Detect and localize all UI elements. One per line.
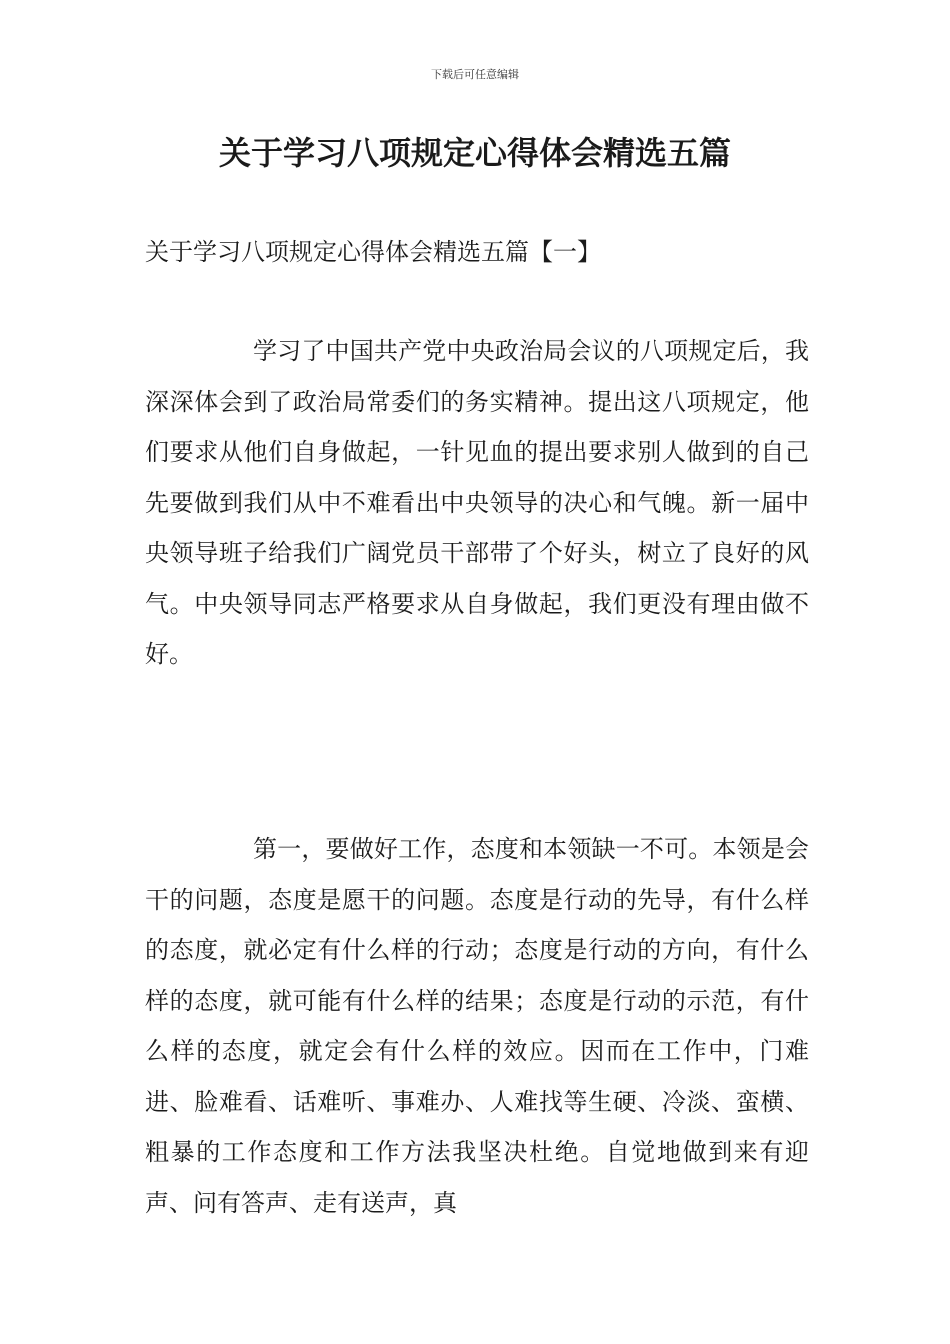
body-paragraph: 第一，要做好工作，态度和本领缺一不可。本领是会干的问题，态度是愿干的问题。态度是行动的先导，有什么样的态度，就必定有什么样的行动；态度是行动的方向，有什么样的态度，就可能有什么样的结果；态度是行动的示范，有什么样的态度，就定会有什么样的效应。因而在工作中，门难进、脸难看、话难听、事难办、人难找等生硬、冷淡、蛮横、粗暴的工作态度和工作方法我坚决杜绝。自觉地做到来有迎声、问有答声、走有送声，真 xyxy=(145,835,809,1217)
body-paragraph: 学习了中国共产党中央政治局会议的八项规定后，我深深体会到了政治局常委们的务实精神。提出这八项规定，他们要求从他们自身做起，一针见血的提出要求别人做到的自己先要做到我们从中不难看出中央领导的决心和气魄。新一届中央领导班子给我们广阔党员干部带了个好头，树立了良好的风气。中央领导同志严格要求从自身做起，我们更没有理由做不好。 xyxy=(145,337,809,668)
section-heading: 关于学习八项规定心得体会精选五篇【一】 xyxy=(145,238,601,266)
header-note: 下载后可任意编辑 xyxy=(431,68,519,81)
document-title: 关于学习八项规定心得体会精选五篇 xyxy=(218,134,731,172)
